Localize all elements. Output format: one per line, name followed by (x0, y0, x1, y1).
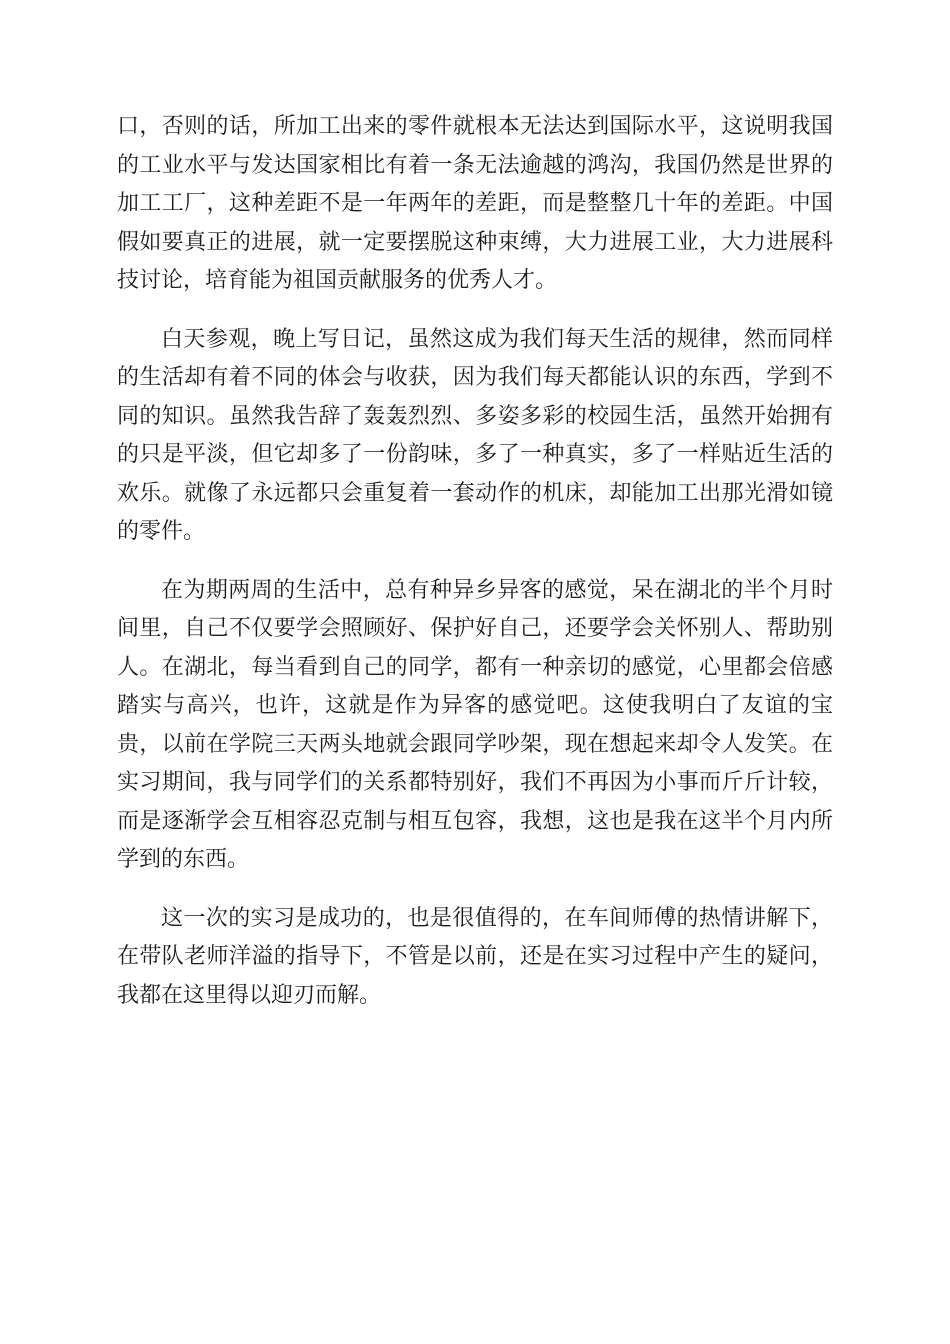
paragraph-4: 这一次的实习是成功的，也是很值得的，在车间师傅的热情讲解下，在带队老师洋溢的指导下，不管是以前，还是在实习过程中产生的疑问，我都在这里得以迎刃而解。 (117, 905, 833, 1008)
paragraph-3: 在为期两周的生活中，总有种异乡异客的感觉，呆在湖北的半个月时间里，自己不仅要学会照顾好、保护好自己，还要学会关怀别人、帮助别人。在湖北，每当看到自己的同学，都有一种亲切的感觉，心里都会倍感踏实与高兴，也许，这就是作为异客的感觉吧。这使我明白了友谊的宝贵，以前在学院三天两头地就会跟同学吵架，现在想起来却令人发笑。在实习期间，我与同学们的关系都特别好，我们不再因为小事而斤斤计较，而是逐渐学会互相容忍克制与相互包容，我想，这也是我在这半个月内所学到的东西。 (117, 577, 833, 872)
document-body (117, 108, 833, 1035)
paragraph-1: 口，否则的话，所加工出来的零件就根本无法达到国际水平，这说明我国的工业水平与发达国家相比有着一条无法逾越的鸿沟，我国仍然是世界的加工工厂，这种差距不是一年两年的差距，而是整整几十年的差距。中国假如要真正的进展，就一定要摆脱这种束缚，大力进展工业，大力进展科技讨论，培育能为祖国贡献服务的优秀人才。 (117, 114, 833, 293)
paragraph-2: 白天参观，晚上写日记，虽然这成为我们每天生活的规律，然而同样的生活却有着不同的体会与收获，因为我们每天都能认识的东西，学到不同的知识。虽然我告辞了轰轰烈烈、多姿多彩的校园生活，虽然开始拥有的只是平淡，但它却多了一份韵味，多了一种真实，多了一样贴近生活的欢乐。就像了永远都只会重复着一套动作的机床，却能加工出那光滑如镜的零件。 (117, 326, 833, 544)
